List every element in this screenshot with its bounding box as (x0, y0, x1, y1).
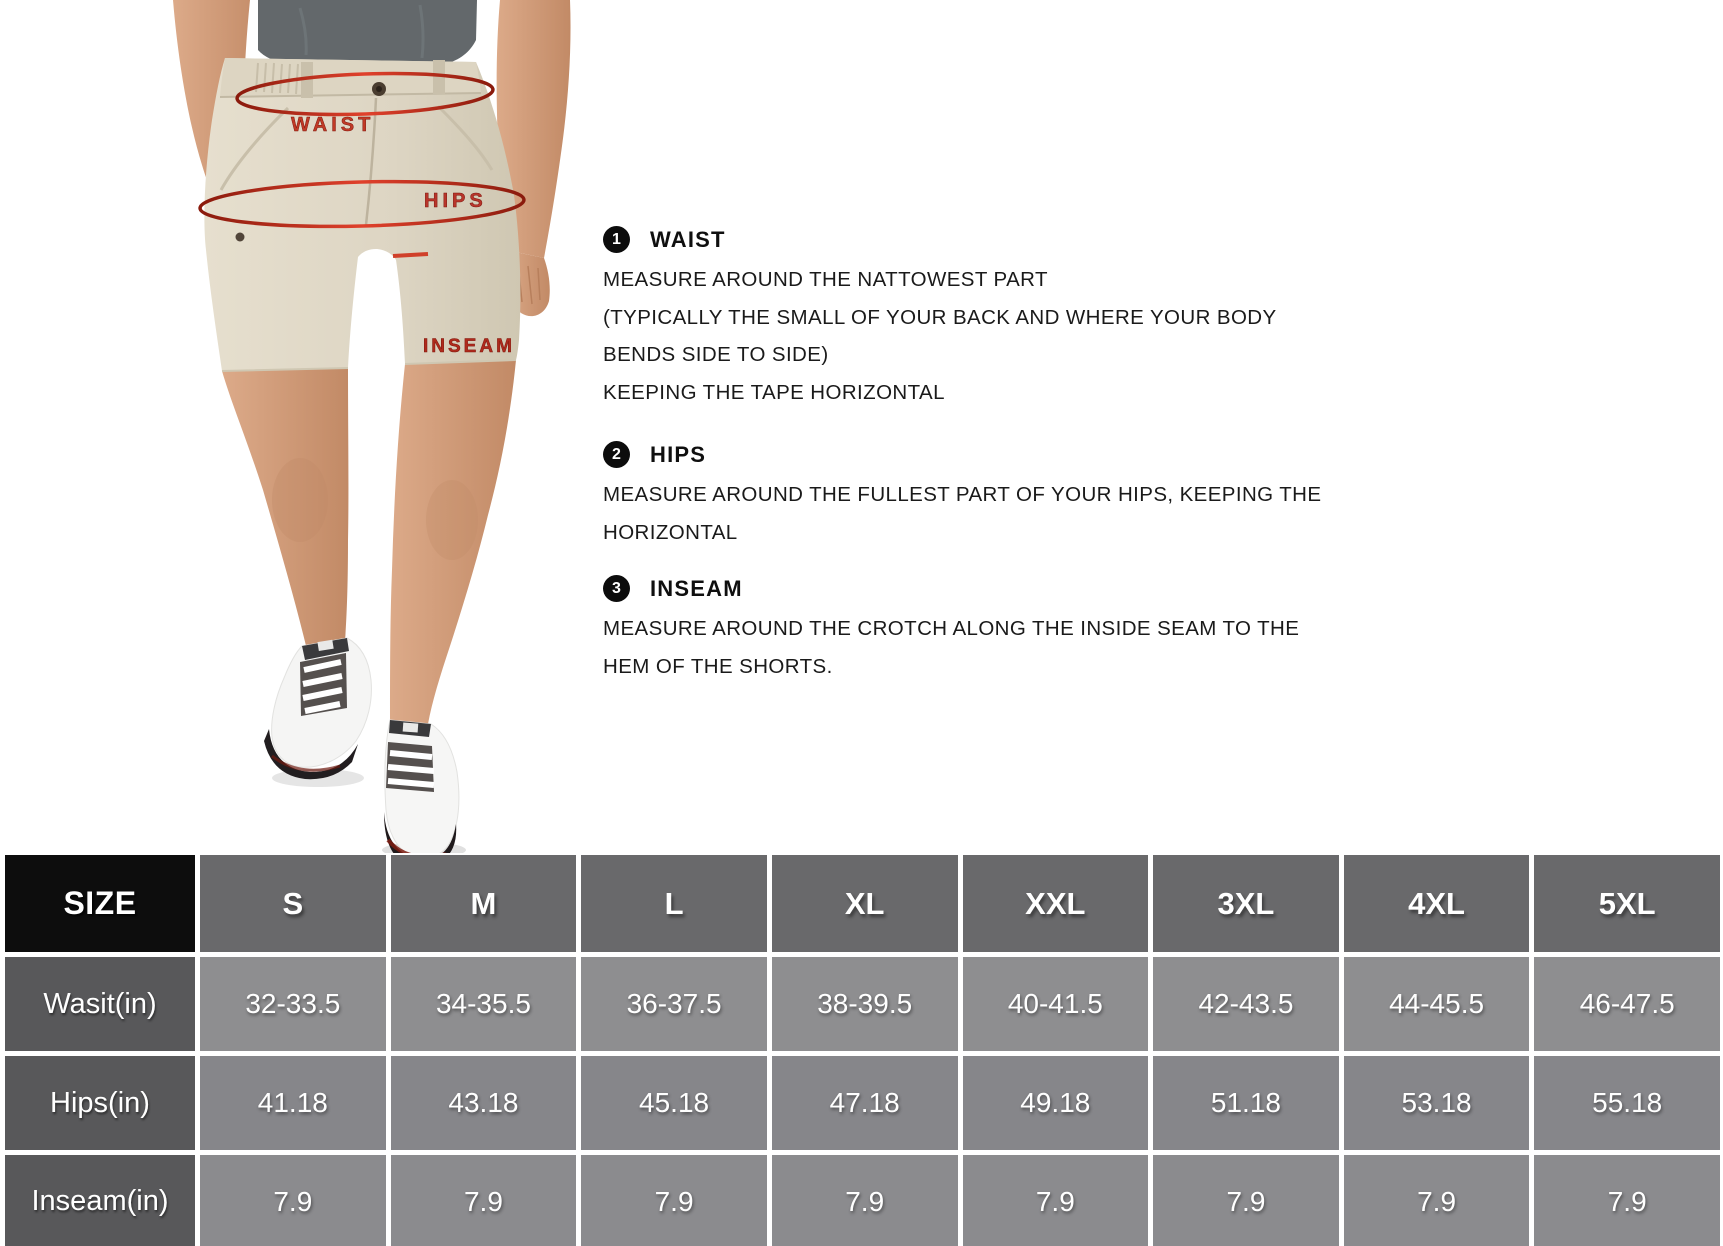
waist-value: 34-35.5 (391, 957, 577, 1051)
step-1-badge: 1 (603, 226, 630, 253)
model-photo (0, 0, 600, 860)
waist-label: WAIST (291, 114, 375, 136)
instruction-line: HORIZONTAL (603, 520, 738, 544)
size-header-l: L (581, 855, 767, 952)
instruction-line: (TYPICALLY THE SMALL OF YOUR BACK AND WHERE YOUR BODY (603, 305, 1277, 329)
inseam-value: 7.9 (772, 1155, 958, 1246)
model-shirt (258, 0, 477, 69)
hips-value: 41.18 (200, 1056, 386, 1150)
waist-value: 44-45.5 (1344, 957, 1530, 1051)
inseam-measure-cap (393, 254, 428, 256)
size-header-xl: XL (772, 855, 958, 952)
size-header-3xl: 3XL (1153, 855, 1339, 952)
size-header-5xl: 5XL (1534, 855, 1720, 952)
inseam-value: 7.9 (200, 1155, 386, 1246)
hips-value: 49.18 (963, 1056, 1149, 1150)
waist-value: 38-39.5 (772, 957, 958, 1051)
instruction-step-hips (603, 441, 1383, 551)
inseam-value: 7.9 (391, 1155, 577, 1246)
instruction-line: BENDS SIDE TO SIDE) (603, 343, 829, 366)
waist-value: 36-37.5 (581, 957, 767, 1051)
hips-value: 45.18 (581, 1056, 767, 1150)
instruction-line: MEASURE AROUND THE CROTCH ALONG THE INSIDE SEAM TO THE (603, 617, 1300, 640)
instruction-line: MEASURE AROUND THE NATTOWEST PART (603, 268, 1048, 291)
hips-value: 55.18 (1534, 1056, 1720, 1150)
hips-value: 43.18 (391, 1056, 577, 1150)
size-header-s: S (200, 855, 386, 952)
waist-value: 32-33.5 (200, 957, 386, 1051)
size-header-xxl: XXL (963, 855, 1149, 952)
inseam-value: 7.9 (1534, 1155, 1720, 1246)
waist-value: 40-41.5 (963, 957, 1149, 1051)
measuring-instructions (603, 226, 1383, 715)
size-header-m: M (391, 855, 577, 952)
instruction-step-waist (603, 226, 1383, 411)
step-3-badge: 3 (603, 575, 630, 602)
row-label-waist: Wasit(in) (5, 957, 195, 1051)
instruction-line: KEEPING THE TAPE HORIZONTAL (603, 380, 945, 404)
inseam-label: INSEAM (423, 336, 515, 357)
hips-value: 51.18 (1153, 1056, 1339, 1150)
row-label-inseam: Inseam(in) (5, 1155, 195, 1246)
hips-value: 47.18 (772, 1056, 958, 1150)
hips-value: 53.18 (1344, 1056, 1530, 1150)
instruction-line: MEASURE AROUND THE FULLEST PART OF YOUR HIPS, KEEPING THE (603, 483, 1322, 506)
hips-label: HIPS (424, 190, 487, 212)
instruction-line: HEM OF THE SHORTS. (603, 654, 833, 678)
row-label-hips: Hips(in) (5, 1056, 195, 1150)
inseam-value: 7.9 (963, 1155, 1149, 1246)
size-table-corner-header: SIZE (5, 855, 195, 952)
inseam-value: 7.9 (1153, 1155, 1339, 1246)
model-shorts (204, 58, 520, 371)
waist-value: 42-43.5 (1153, 957, 1339, 1051)
inseam-value: 7.9 (581, 1155, 767, 1246)
step-2-title: HIPS (650, 441, 707, 467)
step-2-badge: 2 (603, 441, 630, 468)
size-header-4xl: 4XL (1344, 855, 1530, 952)
step-3-title: INSEAM (650, 575, 743, 601)
size-table (0, 853, 1723, 1246)
step-1-title: WAIST (650, 226, 726, 252)
inseam-value: 7.9 (1344, 1155, 1530, 1246)
instruction-step-inseam (603, 575, 1383, 685)
waist-value: 46-47.5 (1534, 957, 1720, 1051)
